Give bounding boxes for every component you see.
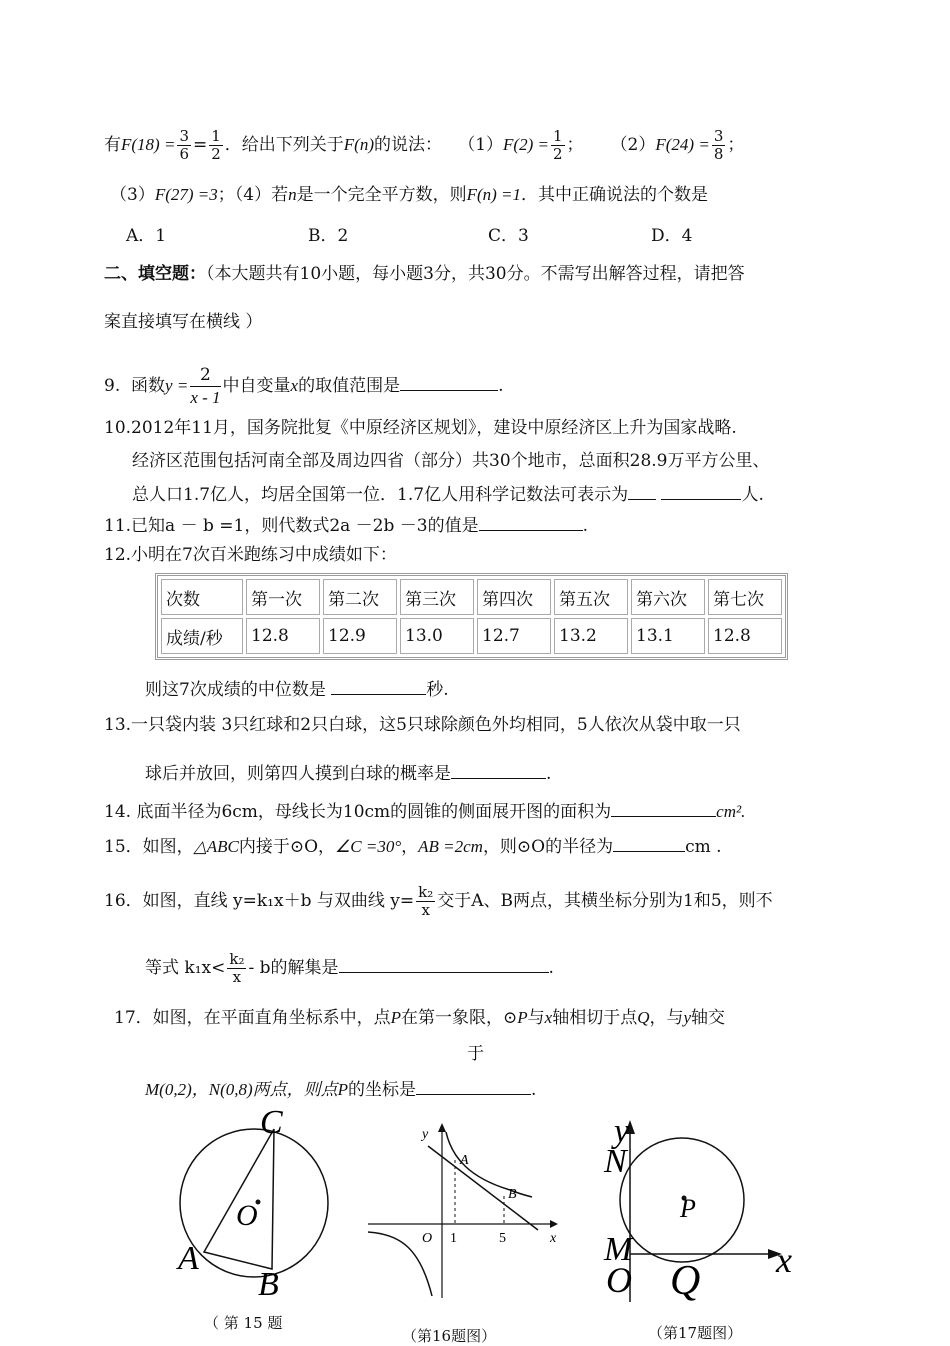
fraction: $\frac{3}{6}$ xyxy=(179,127,189,163)
label-p: P xyxy=(680,1194,696,1223)
answer-blank[interactable] xyxy=(400,372,498,391)
q11: 11.已知a － b =1，则代数式2a －2b －3的值是 . xyxy=(104,512,588,538)
answer-blank[interactable] xyxy=(628,481,656,500)
label-b: B xyxy=(508,1187,517,1202)
answer-blank[interactable] xyxy=(416,1076,531,1095)
q15: 15．如图，△ABC内接于⊙O，∠C =30°，AB =2cm，则⊙O的半径为 cm . xyxy=(104,833,722,859)
q9: 9. 函数y = $\frac{2}{x - 1}$ 中自变量x的取值范围是 . xyxy=(104,365,504,407)
label-c: C xyxy=(260,1105,283,1141)
q8-line2: （3）F(27) =3；（4）若n是一个完全平方数，则F(n) =1．其中正确说法的个数是 xyxy=(110,185,709,205)
table-row: 次数 第一次 第二次 第三次 第四次 第五次 第六次 第七次 xyxy=(161,579,782,615)
q10-line3: 总人口1.7亿人，均居全国第一位．1.7亿人用科学记数法可表示为 人. xyxy=(132,481,764,507)
q8-option-a: A．1 xyxy=(126,226,167,246)
y-arrow-icon xyxy=(438,1123,446,1132)
q17-line2: 于 xyxy=(467,1044,484,1064)
line-ab xyxy=(428,1146,538,1230)
q13-line1: 13.一只袋内装 3只红球和2只白球，这5只球除颜色外均相同，5人依次从袋中取一只 xyxy=(104,715,741,735)
figure-15 xyxy=(170,1105,340,1305)
table-row: 成绩/秒 12.8 12.9 13.0 12.7 13.2 13.1 12.8 xyxy=(161,618,782,654)
figure-17-caption: （第17题图） xyxy=(648,1324,743,1342)
label-1: 1 xyxy=(450,1231,457,1246)
q16-line2: 等式 k₁x< $\frac{\text{k₂}}{x}$ - b的解集是 . xyxy=(145,950,554,986)
q10-line2: 经济区范围包括河南全部及周边四省（部分）共30个地市，总面积28.9万平方公里、 xyxy=(132,451,770,471)
answer-blank[interactable] xyxy=(331,676,426,695)
q12-text: 12.小明在7次百米跑练习中成绩如下： xyxy=(104,545,397,565)
label-5: 5 xyxy=(499,1231,506,1246)
label-a: A xyxy=(178,1240,199,1277)
label-y: y xyxy=(614,1113,630,1150)
q17-line3: M(0,2)，N(0,8)两点，则点P的坐标是 . xyxy=(145,1076,536,1102)
answer-blank[interactable] xyxy=(451,760,546,779)
fraction: $\frac{2}{x - 1}$ xyxy=(190,365,221,407)
hyperbola-q1 xyxy=(446,1132,532,1197)
answer-blank[interactable] xyxy=(661,481,741,500)
fraction: $\frac{\text{k₂}}{x}$ xyxy=(418,883,434,919)
x-arrow-icon xyxy=(550,1220,558,1228)
section-heading: 二、填空题：（本大题共有10小题，每小题3分，共30分。不需写出解答过程，请把答 xyxy=(104,264,745,284)
fraction: $\frac{\text{k₂}}{x}$ xyxy=(229,950,245,986)
figure-16-caption: （第16题图） xyxy=(402,1327,497,1345)
label-n: N xyxy=(604,1143,627,1180)
q14: 14. 底面半径为6cm，母线长为10cm的圆锥的侧面展开图的面积为 cm². xyxy=(104,798,745,824)
fraction: $\frac{1}{2}$ xyxy=(211,127,221,163)
q10-line1: 10.2012年11月，国务院批复《中原经济区规划》，建设中原经济区上升为国家战略. xyxy=(104,418,737,438)
q8-line1: 有F(18) = $\frac{3}{6}$ = $\frac{1}{2}$ ．给出下列关于F(n)的说法： （1）F(2) = $\frac{1}{2}$ ； （2）F(24) = $\frac{3}{8}$ ； xyxy=(104,127,745,163)
q8-option-c: C．3 xyxy=(488,226,529,246)
label-m: M xyxy=(604,1231,633,1268)
q12-after: 则这7次成绩的中位数是 秒. xyxy=(145,676,449,702)
answer-blank[interactable] xyxy=(339,954,549,973)
fraction: $\frac{1}{2}$ xyxy=(552,127,563,163)
q8-option-d: D．4 xyxy=(651,226,693,246)
figure-17 xyxy=(600,1112,835,1312)
label-o: O xyxy=(606,1260,632,1300)
label-x: x xyxy=(550,1231,557,1246)
figure-16 xyxy=(360,1118,565,1303)
label-o: O xyxy=(236,1199,258,1232)
q8-option-b: B．2 xyxy=(308,226,349,246)
q13-line2: 球后并放回，则第四人摸到白球的概率是 . xyxy=(145,760,551,786)
label-b: B xyxy=(258,1266,279,1303)
section-intro-2: 案直接填写在横线 ） xyxy=(104,312,263,332)
label-x: x xyxy=(776,1240,792,1280)
label-y: y xyxy=(422,1127,429,1142)
q16-line1: 16．如图，直线 y=k₁x＋b 与双曲线 y= $\frac{\text{k₂}}{x}$ 交于A、B两点，其横坐标分别为1和5，则不 xyxy=(104,883,773,919)
answer-blank[interactable] xyxy=(613,833,685,852)
fraction: $\frac{3}{8}$ xyxy=(713,127,724,163)
scores-table xyxy=(155,573,788,660)
label-q: Q xyxy=(670,1258,701,1304)
figure-15-caption: （ 第 15 题 xyxy=(204,1314,283,1332)
answer-blank[interactable] xyxy=(479,512,583,531)
q17-line1: 17．如图，在平面直角坐标系中，点P在第一象限，⊙P与x轴相切于点Q，与y轴交 xyxy=(114,1008,726,1028)
label-o: O xyxy=(422,1231,433,1246)
answer-blank[interactable] xyxy=(611,798,716,817)
label-a: A xyxy=(460,1153,469,1168)
